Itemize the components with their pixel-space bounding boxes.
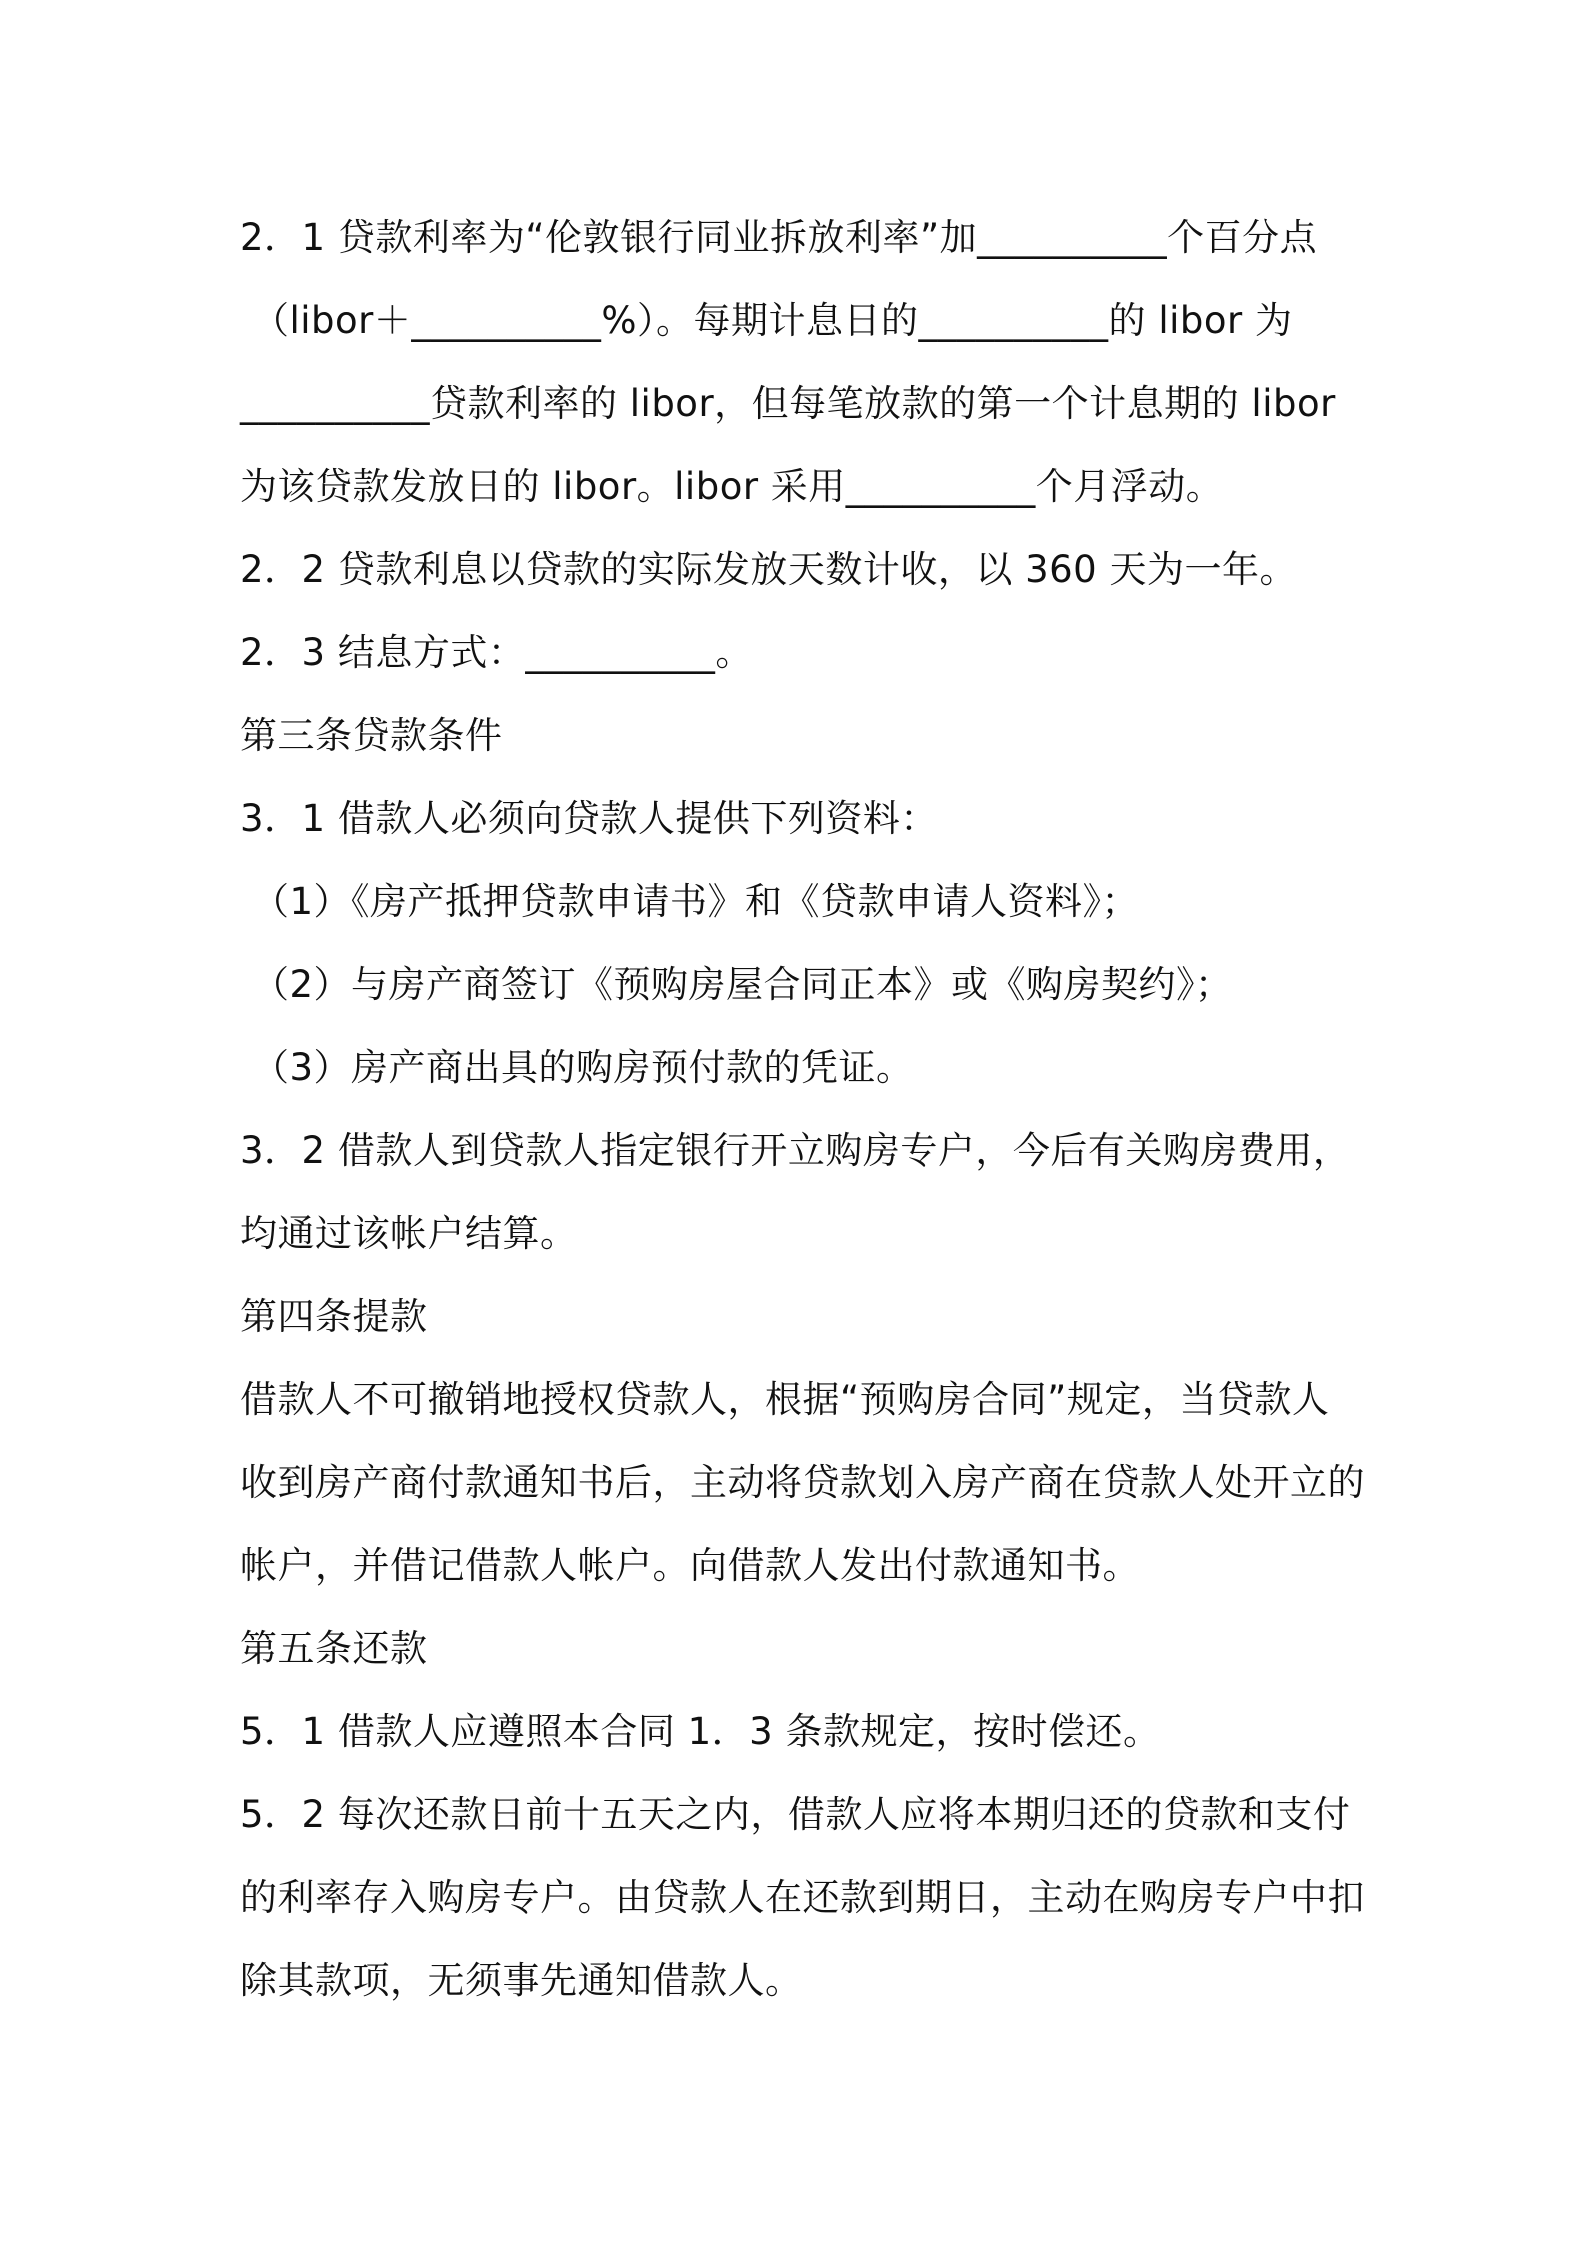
article-3-heading: 第三条贷款条件 [240,714,503,757]
clause-2-1-line-3: __________贷款利率的 libor，但每笔放款的第一个计息期的 libor [240,382,1336,425]
article-5-heading: 第五条还款 [240,1627,428,1670]
article-4-heading: 第四条提款 [240,1295,428,1338]
clause-2-2: 2．2 贷款利息以贷款的实际发放天数计收，以 360 天为一年。 [240,548,1297,591]
clause-2-1-line-4: 为该贷款发放日的 libor。libor 采用__________个月浮动。 [240,465,1224,508]
clause-3-1-item-3: （3）房产商出具的购房预付款的凭证。 [252,1046,914,1089]
article-4-line-2: 收到房产商付款通知书后，主动将贷款划入房产商在贷款人处开立的 [240,1461,1365,1504]
clause-2-3: 2．3 结息方式：__________。 [240,631,753,674]
clause-3-1-item-1: （1）《房产抵押贷款申请书》和《贷款申请人资料》； [252,880,1140,923]
clause-3-2-line-2: 均通过该帐户结算。 [240,1212,578,1255]
clause-5-2-line-3: 除其款项，无须事先通知借款人。 [240,1959,803,2002]
clause-3-1: 3．1 借款人必须向贷款人提供下列资料： [240,797,938,840]
clause-2-1-line-2: （libor＋__________%）。每期计息日的__________的 libor 为 [252,299,1293,342]
clause-3-2-line-1: 3．2 借款人到贷款人指定银行开立购房专户，今后有关购房费用， [240,1129,1351,1172]
clause-5-2-line-1: 5．2 每次还款日前十五天之内，借款人应将本期归还的贷款和支付 [240,1793,1351,1836]
clause-5-2-line-2: 的利率存入购房专户。由贷款人在还款到期日，主动在购房专户中扣 [240,1876,1365,1919]
document-body [240,196,1365,2022]
clause-5-1: 5．1 借款人应遵照本合同 1．3 条款规定，按时偿还。 [240,1710,1161,1753]
article-4-line-3: 帐户，并借记借款人帐户。向借款人发出付款通知书。 [240,1544,1140,1587]
clause-3-1-item-2: （2）与房产商签订《预购房屋合同正本》或《购房契约》； [252,963,1233,1006]
clause-2-1-line-1: 2．1 贷款利率为“伦敦银行同业拆放利率”加__________个百分点 [240,216,1318,259]
article-4-line-1: 借款人不可撤销地授权贷款人，根据“预购房合同”规定，当贷款人 [240,1378,1330,1421]
